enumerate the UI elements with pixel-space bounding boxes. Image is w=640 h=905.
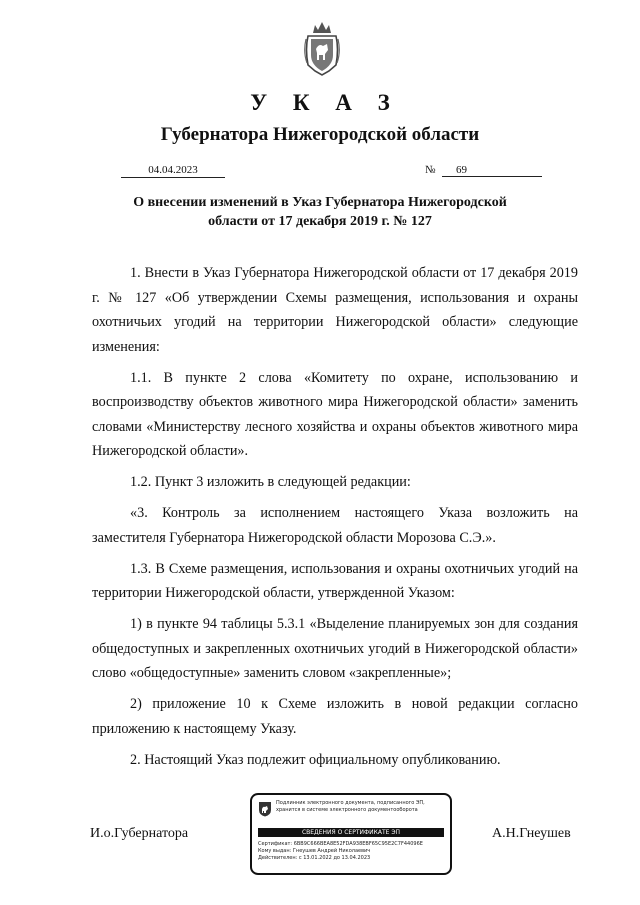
- signer-title: И.о.Губернатора: [90, 826, 189, 841]
- stamp-notice-line: Подлинник электронного документа, подписанного ЭП,: [276, 800, 425, 806]
- document-body: [92, 261, 578, 779]
- document-date: 04.04.2023: [121, 164, 225, 178]
- number-sign: №: [425, 164, 436, 176]
- subject-line: О внесении изменений в Указ Губернатора Нижегородской: [133, 195, 507, 210]
- body-paragraph: 1. Внести в Указ Губернатора Нижегородской области от 17 декабря 2019 г. № 127 «Об утверждении Схемы размещения, использования и охраны охотничьих угодий на территории Нижегородской области» следующие изменения:: [92, 265, 578, 355]
- e-signature-stamp: [250, 793, 452, 875]
- certificate-details: [258, 841, 446, 862]
- certificate-owner: Кому выдан: Гнеушев Андрей Николаевич: [258, 848, 371, 854]
- body-paragraph: 1.3. В Схеме размещения, использования и охраны охотничьих угодий на территории Нижегородской области, утвержденной Указом:: [92, 560, 578, 601]
- stamp-header: СВЕДЕНИЯ О СЕРТИФИКАТЕ ЭП: [258, 828, 444, 837]
- body-paragraph: 1.2. Пункт 3 изложить в следующей редакции:: [130, 474, 411, 490]
- stamp-notice: [276, 800, 446, 813]
- certificate-validity: Действителен: с 13.01.2022 до 13.04.2023: [258, 855, 371, 861]
- document-subject: [100, 193, 540, 231]
- coat-of-arms-icon: [303, 19, 341, 77]
- certificate-id: Сертификат: 6BB9C666BEA8E52FDA938EBF65C95E2C7F44096E: [258, 841, 423, 847]
- body-paragraph: 2. Настоящий Указ подлежит официальному опубликованию.: [130, 751, 501, 768]
- document-number: 69: [442, 164, 542, 177]
- subject-line: области от 17 декабря 2019 г. № 127: [208, 214, 432, 229]
- body-paragraph: 1) в пункте 94 таблицы 5.3.1 «Выделение планируемых зон для создания общедоступных и закрепленных охотничьих угодий в Нижегородской области» слово «общедоступные» заменить словом «закрепленные»;: [92, 616, 578, 681]
- document-type-heading: У К А З: [250, 90, 400, 115]
- body-paragraph: 1.1. В пункте 2 слова «Комитету по охране, использованию и воспроизводству объектов животного мира Нижегородской области» заменить словами «Министерству лесного хозяйства и охраны объектов животного мира Нижегородской области».: [92, 369, 578, 459]
- issuer-heading: Губернатора Нижегородской области: [160, 124, 480, 145]
- signer-name: А.Н.Гнеушев: [492, 826, 571, 841]
- body-paragraph: 2) приложение 10 к Схеме изложить в новой редакции согласно приложению к настоящему Указу.: [92, 696, 578, 737]
- coat-of-arms-icon: [258, 801, 272, 817]
- stamp-notice-line: хранится в системе электронного документооборота: [276, 806, 418, 813]
- body-paragraph: «3. Контроль за исполнением настоящего Указа возложить на заместителя Губернатора Нижегородской области Морозова С.Э.».: [92, 505, 578, 546]
